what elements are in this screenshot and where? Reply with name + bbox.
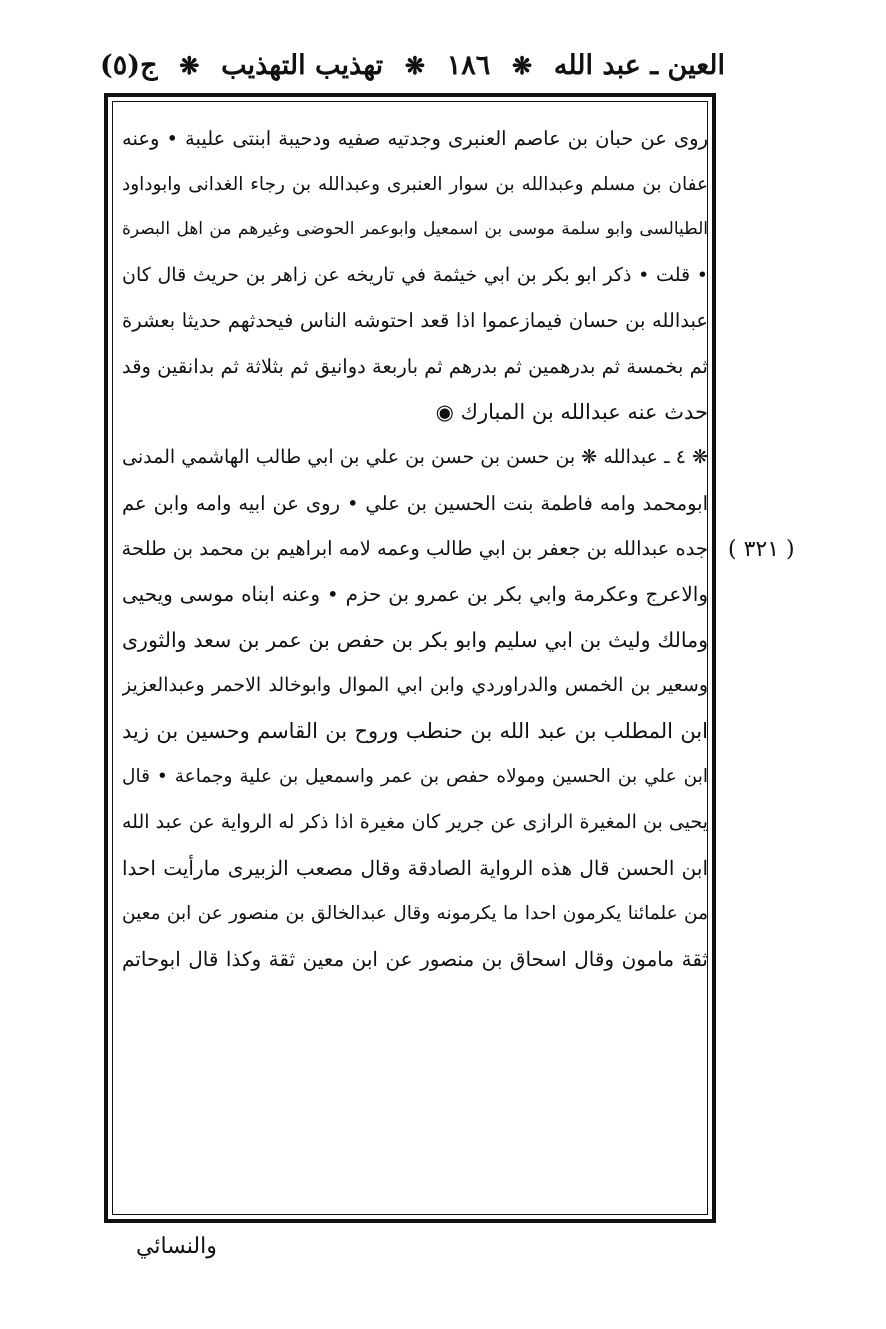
text-line: عبدالله بن حسان فيمازعموا اذا قعد احتوشه الناس فيحدثهم حديثا بعشرة	[122, 309, 708, 333]
ornament-icon: ❋	[179, 50, 200, 80]
text-line: روى عن حبان بن عاصم العنبرى وجدتيه صفيه ودحيبة ابنتى عليبة • وعنه	[122, 127, 708, 150]
text-line: ابن الحسن قال هذه الرواية الصادقة وقال مصعب الزبيرى مارأيت احدا	[122, 855, 708, 880]
text-line: ثقة مامون وقال اسحاق بن منصور عن ابن معين ثقة وكذا قال ابوحاتم	[122, 946, 708, 971]
header-book-title: تهذيب التهذيب	[221, 49, 384, 81]
header-section: العين ـ عبد الله	[553, 49, 725, 81]
text-line: ومالك وليث بن ابي سليم وابو بكر بن حفص بن عمر بن سعد والثورى	[122, 627, 708, 652]
text-line: والاعرج وعكرمة وابي بكر بن عمرو بن حزم • وعنه ابناه موسى ويحيى	[122, 581, 708, 606]
text-line: ابن علي بن الحسين ومولاه حفص بن عمر واسمعيل بن علية وجماعة • قال	[122, 766, 708, 788]
margin-entry-number: ( ٣٢١ )	[728, 537, 795, 562]
text-line: يحيى بن المغيرة الرازى عن جرير كان مغيرة اذا ذكر له الرواية عن عبد الله	[122, 810, 708, 833]
text-line: عفان بن مسلم وعبدالله بن سوار العنبرى وعبدالله بن رجاء الغدانى وابوداود	[122, 173, 708, 195]
text-line: ثم بخمسة ثم بدرهمين ثم بدرهم ثم باربعة دوانيق ثم بثلاثة ثم بدانقين وقد	[122, 354, 708, 378]
catchword: والنسائي	[136, 1234, 217, 1259]
text-line: جده عبدالله بن جعفر بن ابي طالب وعمه لامه ابراهيم بن محمد بن طلحة	[122, 537, 708, 561]
entry-heading-line: ❋ ٤ ـ عبدالله ❋ بن حسن بن حسن بن علي بن ابي طالب الهاشمي المدنى	[122, 446, 708, 469]
text-line: من علمائنا يكرمون احدا ما يكرمونه وقال عبدالخالق بن منصور عن ابن معين	[122, 903, 708, 925]
text-line: الطيالسى وابو سلمة موسى بن اسمعيل وابوعمر الحوضى وغيرهم من اهل البصرة	[122, 219, 708, 240]
header-page-number: ١٨٦	[446, 49, 491, 81]
text-line: حدث عنه عبدالله بن المبارك ◉	[435, 399, 708, 424]
text-line: ابن المطلب بن عبد الله بن حنطب وروح بن القاسم وحسين بن زيد	[122, 718, 708, 743]
text-line: وسعير بن الخمس والدراوردي وابن ابي الموال وابوخالد الاحمر وعبدالعزيز	[122, 674, 708, 697]
ornament-icon: ❋	[404, 50, 426, 80]
ornament-icon: ❋	[512, 50, 533, 80]
body-text	[122, 116, 708, 982]
running-header	[100, 40, 725, 90]
header-volume: ج(٥)	[100, 49, 158, 81]
text-line: • قلت • ذكر ابو بكر بن ابي خيثمة في تاريخه عن زاهر بن حريث قال كان	[122, 263, 708, 286]
text-line: ابومحمد وامه فاطمة بنت الحسين بن علي • روى عن ابيه وامه وابن عم	[122, 491, 708, 515]
